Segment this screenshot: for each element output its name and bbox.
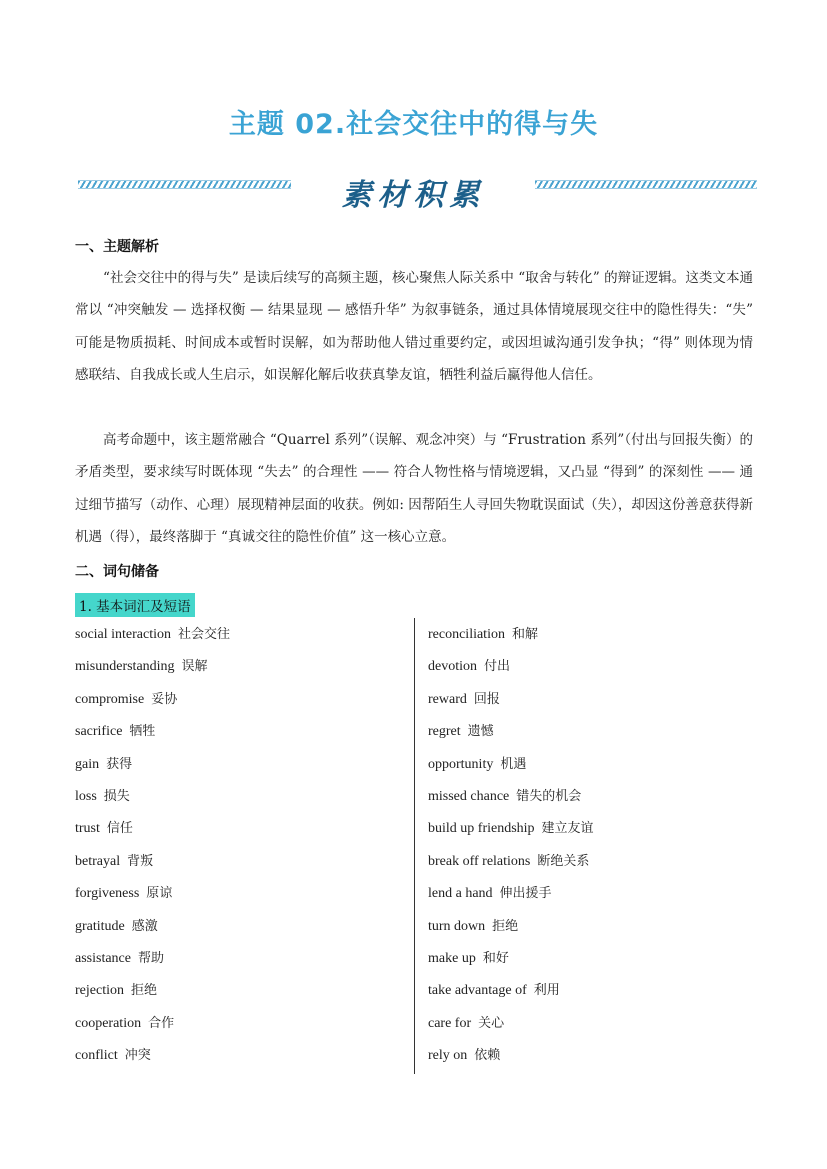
section1-paragraph-2: 高考命题中，该主题常融合 “Quarrel 系列”（误解、观念冲突）与 “Frustration 系列”（付出与回报失衡）的矛盾类型，要求续写时既体现 “失去” 的合理性 —— 符合人物性格与情境逻辑，又凸显 “得到” 的深刻性 —— 通过细节描写（动作、心理）展现精神层面的收获。例如: 因帮陌生人寻回失物耽误面试（失），却因这份善意获得新机遇（得），最终落脚于 “真诚交往的隐性价值” 这一核心立意。 [75,432,753,546]
vocab-item [75,944,395,976]
vocab-english: betrayal [75,853,121,869]
vocab-english: misunderstanding [75,659,175,675]
vocab-english: sacrifice [75,724,123,740]
vocab-item [428,814,748,846]
vocab-item [428,685,748,717]
vocab-english: build up friendship [428,821,535,837]
vocab-chinese: 误解 [181,659,208,675]
vocab-english: care for [428,1015,472,1031]
vocab-chinese: 拒绝 [130,983,157,999]
vocab-chinese: 利用 [533,983,560,999]
vocab-item [75,1009,395,1041]
vocab-english: rejection [75,983,124,999]
vocab-chinese: 社会交往 [178,627,231,642]
vocab-item [428,1041,748,1073]
vocab-english: compromise [75,691,145,707]
vocab-english: break off relations [428,853,531,869]
vocab-item [75,620,395,652]
vocab-chinese: 付出 [484,659,511,675]
section-banner [0,170,827,213]
vocab-item [428,879,748,911]
vocab-item [75,652,395,684]
vocab-english: assistance [75,950,131,966]
vocab-chinese: 感激 [131,918,158,934]
vocab-english: social interaction [75,627,172,642]
vocab-chinese: 和好 [482,950,509,966]
vocab-item [75,717,395,749]
vocab-chinese: 建立友谊 [541,821,594,837]
vocab-item [75,976,395,1008]
vocab-item [428,1009,748,1041]
vocab-item [75,847,395,879]
column-divider [414,618,415,1074]
vocab-english: opportunity [428,756,494,772]
vocab-column-right [428,620,748,1073]
vocab-english: trust [75,821,100,837]
vocab-item [428,717,748,749]
vocab-item [428,912,748,944]
vocab-english: take advantage of [428,983,527,999]
page-title: 主题 02.社会交往中的得与失 [228,109,599,140]
vocab-chinese: 获得 [106,756,133,772]
vocab-chinese: 信任 [106,821,133,837]
vocab-chinese: 机遇 [500,756,527,772]
vocab-item [428,750,748,782]
vocab-english: cooperation [75,1015,142,1031]
vocab-chinese: 拒绝 [492,918,519,934]
vocab-english: missed chance [428,788,510,804]
vocab-chinese: 妥协 [151,691,178,707]
vocab-chinese: 和解 [511,627,538,642]
section1-heading: 一、主题解析 [75,239,159,255]
vocab-item [428,652,748,684]
vocab-english: gratitude [75,918,125,934]
vocab-chinese: 冲突 [124,1048,151,1064]
vocab-english: forgiveness [75,886,140,902]
vocab-chinese: 伸出援手 [499,886,552,902]
vocab-english: regret [428,724,461,740]
vocab-chinese: 帮助 [137,950,164,966]
vocab-column-left [75,620,395,1073]
vocab-english: gain [75,756,100,772]
vocab-english: turn down [428,918,486,934]
vocab-chinese: 错失的机会 [516,788,582,804]
vocab-english: lend a hand [428,886,493,902]
vocab-item [428,976,748,1008]
vocab-chinese: 关心 [478,1015,505,1031]
vocab-chinese: 原谅 [146,886,173,902]
vocab-sub-heading: 1. 基本词汇及短语 [75,593,195,617]
vocab-chinese: 背叛 [127,853,154,869]
vocab-item [428,620,748,652]
vocab-english: devotion [428,659,477,675]
vocab-english: make up [428,950,476,966]
vocab-item [428,782,748,814]
vocab-item [428,847,748,879]
section2-heading: 二、词句储备 [75,564,159,580]
vocab-chinese: 回报 [473,691,500,707]
vocab-item [75,750,395,782]
vocab-chinese: 断绝关系 [537,853,590,869]
vocab-english: reward [428,691,467,707]
vocab-item [428,944,748,976]
vocab-item [75,879,395,911]
vocab-chinese: 遗憾 [467,724,494,740]
section1-paragraph-1: “社会交往中的得与失” 是读后续写的高频主题，核心聚焦人际关系中 “取舍与转化” 的辩证逻辑。这类文本通常以 “冲突触发 — 选择权衡 — 结果显现 — 感悟升华” 为叙事链条，通过具体情境展现交往中的隐性得失：“失” 可能是物质损耗、时间成本或暂时误解，如为帮助他人错过重要约定，或因坦诚沟通引发争执；“得” 则体现为情感联结、自我成长或人生启示，如误解化解后收获真挚友谊，牺牲利益后赢得他人信任。 [75,270,753,384]
banner-stripe-right [535,180,757,189]
vocab-item [75,814,395,846]
vocab-chinese: 合作 [148,1015,175,1031]
vocab-item [75,685,395,717]
vocab-item [75,782,395,814]
vocab-chinese: 牺牲 [129,724,156,740]
vocab-item [75,1041,395,1073]
vocab-chinese: 依赖 [474,1048,501,1064]
vocab-item [75,912,395,944]
vocab-chinese: 损失 [103,788,130,804]
vocab-english: loss [75,788,97,804]
vocab-english: reconciliation [428,627,505,642]
vocab-english: rely on [428,1048,468,1064]
vocab-english: conflict [75,1048,118,1064]
banner-title: 素材积累 [341,178,486,213]
